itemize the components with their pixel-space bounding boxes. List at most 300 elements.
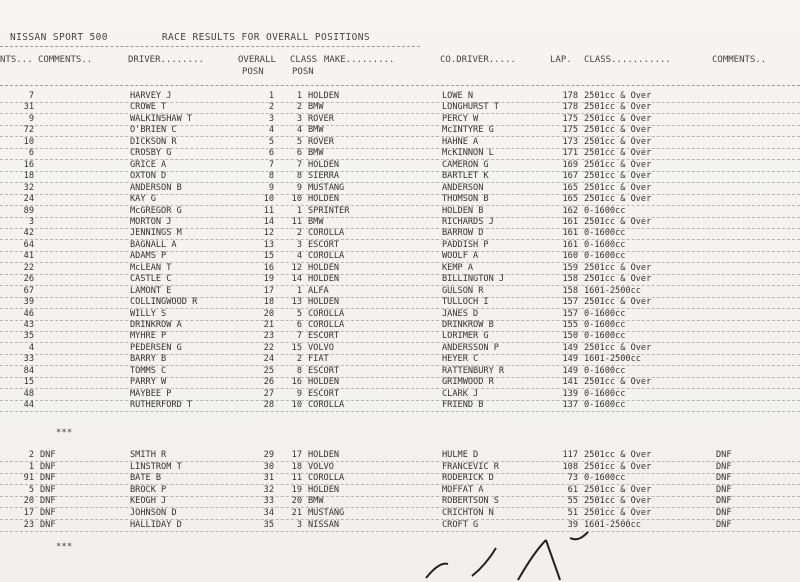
result-row [0,125,800,137]
result-row [0,194,800,206]
cell-codriver: GRIMWOOD R [442,377,494,388]
cell-laps: 141 [562,377,578,388]
cell-comment: DNF [40,461,56,472]
cell-codriver: LORIMER G [442,331,489,342]
dnf-row [0,496,800,508]
cell-overall-posn: 19 [263,274,274,285]
cell-pts: 46 [23,308,34,319]
cell-class: 2501cc & Over [584,461,652,472]
cell-class-posn: 14 [291,274,302,285]
cell-driver: McGREGOR G [130,205,182,216]
cell-codriver: McINTYRE G [442,125,494,136]
cell-make: ROVER [308,136,334,147]
result-row [0,217,800,229]
cell-overall-posn: 30 [263,461,274,472]
cell-driver: KAY G [130,194,156,205]
cell-laps: 173 [562,136,578,147]
cell-comment: DNF [40,450,56,460]
cell-laps: 149 [562,342,578,353]
cell-class-posn: 13 [291,297,302,308]
cell-overall-posn: 12 [263,228,274,239]
cell-overall-posn: 24 [263,354,274,365]
cell-pts: 10 [23,136,34,147]
cell-class: 0-1600cc [584,239,626,250]
cell-make: COROLLA [308,308,345,319]
cell-overall-posn: 3 [268,113,274,124]
cell-driver: COLLINGWOOD R [130,297,198,308]
cell-laps: 51 [567,508,578,518]
cell-class: 2501cc & Over [584,508,652,518]
cell-class-posn: 3 [296,519,302,530]
cell-make: HOLDEN [308,274,340,285]
cell-overall-posn: 17 [263,285,274,296]
result-row [0,286,800,298]
cell-driver: JOHNSON D [130,508,177,518]
cell-driver: RUTHERFORD T [130,400,193,411]
cell-driver: CASTLE C [130,274,172,285]
cell-laps: 150 [562,331,578,342]
cell-driver: BAGNALL A [130,239,177,250]
cell-driver: HALLIDAY D [130,519,182,530]
cell-class: 2501cc & Over [584,113,652,124]
cell-class-posn: 1 [296,285,302,296]
cell-class-posn: 3 [296,113,302,124]
cell-pts: 17 [23,508,34,518]
result-row [0,183,800,195]
cell-pts: 15 [23,377,34,388]
cell-codriver: RICHARDS J [442,216,494,227]
cell-class-posn: 2 [296,102,302,113]
cell-class: 1601-2500cc [584,354,641,365]
cell-pts: 64 [23,239,34,250]
cell-overall-posn: 28 [263,400,274,411]
cell-make: SIERRA [308,171,340,182]
cell-laps: 55 [567,496,578,507]
header-rule [0,85,800,86]
cell-codriver: MOFFAT A [442,484,484,495]
result-row [0,331,800,343]
cell-overall-posn: 27 [263,388,274,399]
cell-pts: 91 [23,473,34,484]
result-row [0,400,800,412]
cell-codriver: FRANCEVIC R [442,461,499,472]
cell-make: ROVER [308,113,334,124]
cell-make: BMW [308,148,324,159]
cell-pts: 7 [28,91,34,101]
cell-class: 0-1600cc [584,320,626,330]
cell-overall-posn: 20 [263,308,274,319]
dnf-row [0,485,800,497]
cell-laps: 161 [562,228,578,239]
cell-laps: 162 [562,205,578,216]
cell-codriver: BARTLET K [442,171,489,182]
cell-make: HOLDEN [308,159,340,170]
cell-driver: CROWE T [130,102,167,113]
cell-pts: 4 [28,342,34,353]
cell-laps: 61 [567,484,578,495]
result-row [0,354,800,366]
dnf-row [0,450,800,462]
cell-driver: JENNINGS M [130,228,182,239]
cell-class: 2501cc & Over [584,342,652,353]
cell-laps: 139 [562,388,578,399]
cell-pts: 44 [23,400,34,411]
cell-overall-posn: 34 [263,508,274,518]
cell-pts: 72 [23,125,34,136]
cell-class: 0-1600cc [584,251,626,262]
cell-class-posn: 7 [296,159,302,170]
result-row [0,389,800,401]
cell-codriver: HOLDEN B [442,205,484,216]
cell-codriver: LOWE N [442,91,474,101]
result-row [0,366,800,378]
col-driver: DRIVER........ [128,55,204,65]
cell-overall-posn: 6 [268,148,274,159]
cell-pts: 32 [23,182,34,193]
cell-class: 0-1600cc [584,388,626,399]
cell-class: 2501cc & Over [584,274,652,285]
cell-pts: 48 [23,388,34,399]
handwritten-signature [420,528,590,582]
cell-codriver: BARROW D [442,228,484,239]
cell-comment2: DNF [716,508,732,518]
cell-codriver: HULME D [442,450,479,460]
cell-overall-posn: 25 [263,365,274,376]
result-row [0,114,800,126]
cell-make: ESCORT [308,365,340,376]
cell-make: HOLDEN [308,484,340,495]
cell-codriver: HAHNE A [442,136,479,147]
cell-laps: 178 [562,102,578,113]
cell-class: 2501cc & Over [584,182,652,193]
cell-driver: ANDERSON B [130,182,182,193]
cell-make: COROLLA [308,400,345,411]
document-header [10,32,424,43]
cell-make: SPRINTER [308,205,350,216]
cell-overall-posn: 8 [268,171,274,182]
cell-driver: HARVEY J [130,91,172,101]
cell-pts: 20 [23,496,34,507]
cell-class-posn: 16 [291,377,302,388]
cell-driver: PEDERSEN G [130,342,182,353]
cell-codriver: CROFT G [442,519,479,530]
cell-driver: LINSTROM T [130,461,182,472]
col-overall-sub: POSN [242,67,264,77]
cell-comment: DNF [40,508,56,518]
cell-class: 0-1600cc [584,308,626,319]
cell-class-posn: 9 [296,182,302,193]
cell-overall-posn: 26 [263,377,274,388]
cell-pts: 33 [23,354,34,365]
cell-driver: CROSBY G [130,148,172,159]
cell-driver: O'BRIEN C [130,125,177,136]
dnf-row [0,462,800,474]
cell-pts: 18 [23,171,34,182]
result-row [0,377,800,389]
cell-make: NISSAN [308,519,340,530]
result-row [0,240,800,252]
result-row [0,148,800,160]
cell-pts: 24 [23,194,34,205]
cell-class-posn: 21 [291,508,302,518]
result-row [0,91,800,103]
result-row [0,102,800,114]
cell-overall-posn: 5 [268,136,274,147]
cell-driver: LAMONT E [130,285,172,296]
cell-laps: 175 [562,113,578,124]
cell-driver: MYHRE P [130,331,167,342]
cell-overall-posn: 13 [263,239,274,250]
cell-overall-posn: 1 [268,91,274,101]
cell-overall-posn: 18 [263,297,274,308]
cell-class-posn: 18 [291,461,302,472]
cell-comment2: DNF [716,473,732,484]
cell-laps: 159 [562,262,578,273]
cell-pts: 5 [28,484,34,495]
cell-class: 1601-2500cc [584,285,641,296]
cell-driver: ADAMS P [130,251,167,262]
cell-pts: 67 [23,285,34,296]
cell-make: ESCORT [308,388,340,399]
cell-overall-posn: 15 [263,251,274,262]
cell-codriver: DRINKROW B [442,320,494,330]
cell-codriver: HEYER C [442,354,479,365]
cell-codriver: ANDERSON [442,182,484,193]
cell-make: FIAT [308,354,329,365]
result-row [0,343,800,355]
cell-overall-posn: 33 [263,496,274,507]
cell-comment2: DNF [716,519,732,530]
col-pts: NTS... [0,55,33,65]
cell-codriver: CAMERON G [442,159,489,170]
result-row [0,171,800,183]
cell-codriver: PERCY W [442,113,479,124]
result-row [0,228,800,240]
section-marker: *** [56,428,73,438]
col-lap: LAP. [550,55,572,65]
cell-class-posn: 2 [296,354,302,365]
cell-class: 0-1600cc [584,365,626,376]
cell-driver: BROCK P [130,484,167,495]
cell-make: BMW [308,125,324,136]
cell-overall-posn: 2 [268,102,274,113]
column-headers [0,55,800,83]
cell-make: ESCORT [308,331,340,342]
cell-codriver: WOOLF A [442,251,479,262]
cell-class: 0-1600cc [584,331,626,342]
cell-driver: KEOGH J [130,496,167,507]
result-row [0,320,800,332]
cell-class-posn: 10 [291,194,302,205]
cell-class: 2501cc & Over [584,262,652,273]
result-row [0,274,800,286]
cell-make: ALFA [308,285,329,296]
cell-codriver: McKINNON L [442,148,494,159]
cell-laps: 165 [562,182,578,193]
cell-class-posn: 11 [291,216,302,227]
cell-make: HOLDEN [308,194,340,205]
cell-make: COROLLA [308,251,345,262]
cell-comment2: DNF [716,496,732,507]
cell-codriver: KEMP A [442,262,474,273]
cell-make: HOLDEN [308,297,340,308]
cell-class-posn: 20 [291,496,302,507]
cell-make: COROLLA [308,320,345,330]
cell-make: BMW [308,216,324,227]
cell-class: 0-1600cc [584,228,626,239]
result-row [0,137,800,149]
cell-codriver: RATTENBURY R [442,365,505,376]
col-comments: COMMENTS.. [38,55,93,65]
cell-laps: 117 [562,450,578,460]
result-row [0,297,800,309]
cell-class-posn: 19 [291,484,302,495]
cell-class-posn: 15 [291,342,302,353]
col-classname: CLASS........... [584,55,671,65]
cell-class-posn: 7 [296,331,302,342]
cell-pts: 89 [23,205,34,216]
cell-overall-posn: 4 [268,125,274,136]
cell-codriver: GULSON R [442,285,484,296]
cell-make: COROLLA [308,228,345,239]
cell-comment2: DNF [716,450,732,460]
cell-class: 2501cc & Over [584,484,652,495]
cell-comment2: DNF [716,484,732,495]
cell-pts: 1 [28,461,34,472]
cell-overall-posn: 9 [268,182,274,193]
cell-comment: DNF [40,519,56,530]
cell-comment: DNF [40,473,56,484]
cell-make: COROLLA [308,473,345,484]
cell-class: 2501cc & Over [584,102,652,113]
cell-class: 0-1600cc [584,400,626,411]
cell-overall-posn: 21 [263,320,274,330]
cell-pts: 23 [23,519,34,530]
cell-class-posn: 4 [296,125,302,136]
cell-make: BMW [308,102,324,113]
cell-pts: 41 [23,251,34,262]
cell-class: 2501cc & Over [584,125,652,136]
cell-class: 2501cc & Over [584,148,652,159]
cell-make: ESCORT [308,239,340,250]
cell-class: 2501cc & Over [584,136,652,147]
cell-driver: MORTON J [130,216,172,227]
cell-pts: 43 [23,320,34,330]
cell-class-posn: 5 [296,136,302,147]
row-rule [0,531,800,532]
cell-driver: DRINKROW A [130,320,182,330]
cell-pts: 35 [23,331,34,342]
cell-class-posn: 6 [296,320,302,330]
cell-class: 2501cc & Over [584,159,652,170]
cell-class-posn: 9 [296,388,302,399]
result-row [0,263,800,275]
col-class: CLASS [290,55,318,65]
cell-pts: 3 [28,216,34,227]
cell-overall-posn: 32 [263,484,274,495]
cell-class-posn: 4 [296,251,302,262]
cell-driver: OXTON D [130,171,167,182]
cell-laps: 161 [562,216,578,227]
cell-laps: 161 [562,239,578,250]
dnf-row [0,520,800,532]
cell-overall-posn: 29 [263,450,274,460]
cell-laps: 157 [562,297,578,308]
cell-laps: 158 [562,285,578,296]
cell-class-posn: 5 [296,308,302,319]
cell-class: 2501cc & Over [584,450,652,460]
cell-laps: 167 [562,171,578,182]
cell-driver: MAYBEE P [130,388,172,399]
cell-pts: 6 [28,148,34,159]
cell-pts: 31 [23,102,34,113]
cell-laps: 157 [562,308,578,319]
cell-driver: BARRY B [130,354,167,365]
cell-class-posn: 17 [291,450,302,460]
cell-driver: McLEAN T [130,262,172,273]
cell-class-posn: 11 [291,473,302,484]
cell-laps: 165 [562,194,578,205]
section-marker-end: *** [56,542,73,552]
cell-overall-posn: 23 [263,331,274,342]
cell-comment: DNF [40,484,56,495]
cell-pts: 2 [28,450,34,460]
col-codriver: CO.DRIVER..... [440,55,516,65]
cell-class-posn: 8 [296,171,302,182]
cell-codriver: ANDERSSON P [442,342,499,353]
cell-pts: 42 [23,228,34,239]
cell-comment2: DNF [716,461,732,472]
cell-laps: 137 [562,400,578,411]
cell-codriver: LONGHURST T [442,102,499,113]
cell-class: 0-1600cc [584,473,626,484]
cell-overall-posn: 35 [263,519,274,530]
cell-overall-posn: 10 [263,194,274,205]
cell-driver: BATE B [130,473,162,484]
cell-class-posn: 10 [291,400,302,411]
cell-overall-posn: 16 [263,262,274,273]
cell-laps: 171 [562,148,578,159]
cell-codriver: BILLINGTON J [442,274,505,285]
cell-driver: PARRY W [130,377,167,388]
cell-laps: 149 [562,354,578,365]
cell-make: VOLVO [308,342,334,353]
cell-overall-posn: 14 [263,216,274,227]
cell-codriver: JANES D [442,308,479,319]
cell-make: MUSTANG [308,182,345,193]
result-row [0,309,800,321]
cell-laps: 169 [562,159,578,170]
cell-driver: DICKSON R [130,136,177,147]
dnf-row [0,508,800,520]
cell-class: 2501cc & Over [584,216,652,227]
cell-driver: TOMMS C [130,365,167,376]
cell-overall-posn: 22 [263,342,274,353]
result-row [0,160,800,172]
cell-comment: DNF [40,496,56,507]
cell-laps: 158 [562,274,578,285]
cell-codriver: CLARK J [442,388,479,399]
cell-overall-posn: 31 [263,473,274,484]
cell-laps: 39 [567,519,578,530]
cell-laps: 108 [562,461,578,472]
cell-class-posn: 1 [296,205,302,216]
cell-make: HOLDEN [308,262,340,273]
cell-make: HOLDEN [308,377,340,388]
cell-class-posn: 1 [296,91,302,101]
cell-laps: 73 [567,473,578,484]
event-name: NISSAN SPORT 500 [10,32,108,43]
